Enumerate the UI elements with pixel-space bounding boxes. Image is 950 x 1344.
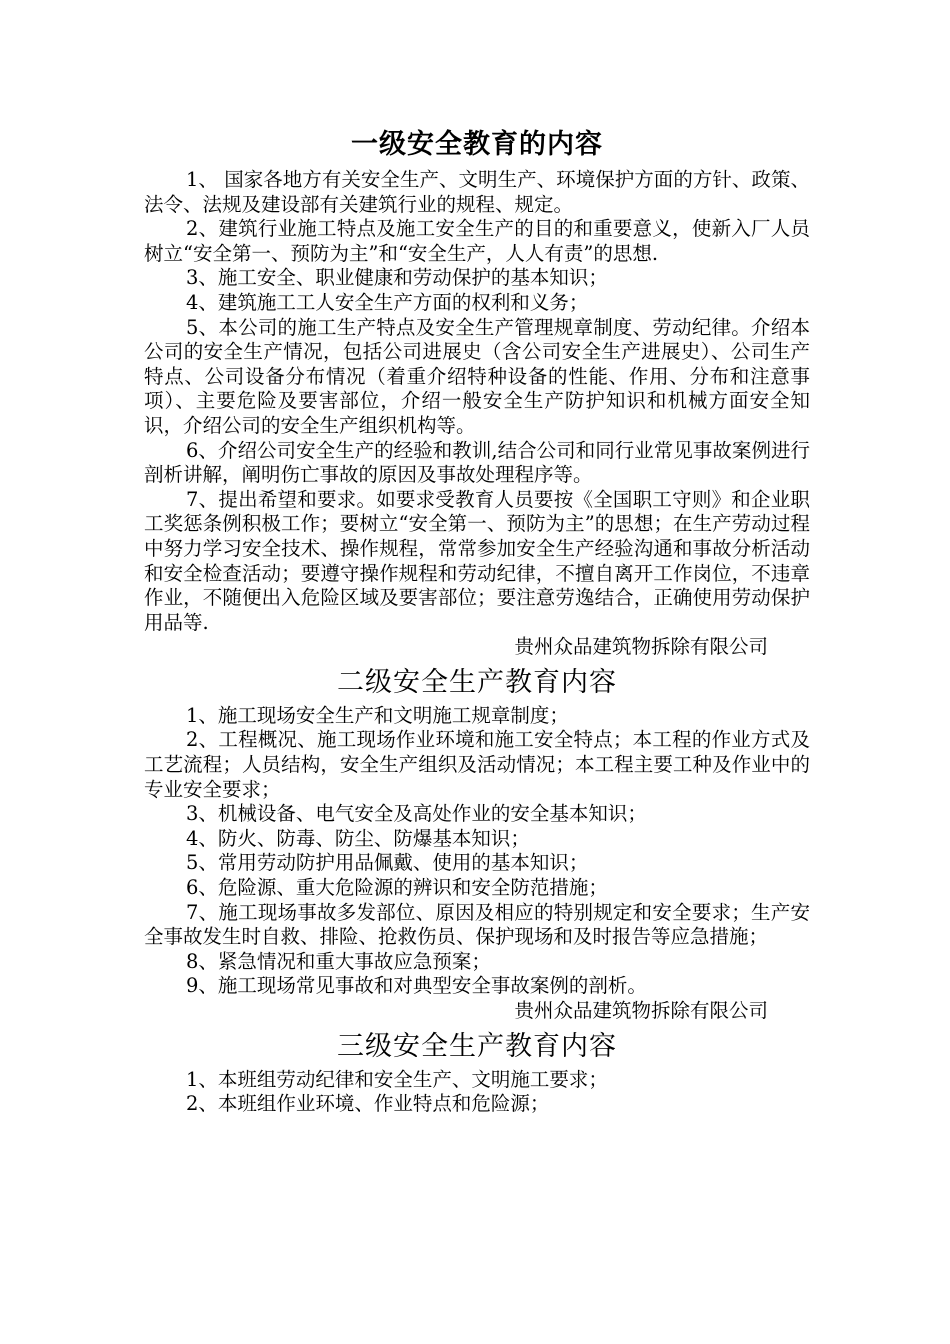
section2-item-8: 8、紧急情况和重大事故应急预案；: [186, 949, 491, 973]
section2-item-9: 9、施工现场常见事故和对典型安全事故案例的剖析。: [186, 974, 647, 998]
section2-item-2: 2、工程概况、施工现场作业环境和施工安全特点；本工程的作业方式及工艺流程；人员结构，安全生产组织及活动情况；本工程主要工种及作业中的专业安全要求；: [144, 728, 810, 801]
section2-item-6: 6、危险源、重大危险源的辨识和安全防范措施；: [186, 876, 608, 900]
section1-signature: 贵州众品建筑物拆除有限公司: [514, 635, 768, 659]
document-body: [144, 128, 810, 1117]
section1-item-4: 4、建筑施工工人安全生产方面的权利和义务；: [186, 290, 589, 314]
section2-item-7: 7、施工现场事故多发部位、原因及相应的特别规定和安全要求；生产安全事故发生时自救、排险、抢救伤员、保护现场和及时报告等应急措施；: [144, 900, 810, 949]
section2-title: 二级安全生产教育内容: [337, 666, 617, 698]
section2-item-4: 4、防火、防毒、防尘、防爆基本知识；: [186, 826, 530, 850]
section2-item-1: 1、施工现场安全生产和文明施工规章制度；: [186, 703, 569, 727]
section1-item-2: 2、建筑行业施工特点及施工安全生产的目的和重要意义，使新入厂人员树立“安全第一、预防为主”和“安全生产，人人有责”的思想.: [144, 217, 810, 265]
section2-item-3: 3、机械设备、电气安全及高处作业的安全基本知识；: [186, 802, 647, 826]
section1-item-5: 5、本公司的施工生产特点及安全生产管理规章制度、劳动纪律。介绍本公司的安全生产情况，包括公司进展史（含公司安全生产进展史）、公司生产特点、公司设备分布情况（着重介绍特种设备的性能、作用、分布和注意事项）、主要危险及要害部位，介绍一般安全生产防护知识和机械方面安全知识，介绍公司的安全生产组织机构等。: [144, 315, 810, 437]
section1-title: 一级安全教育的内容: [351, 129, 603, 160]
section1-item-3: 3、施工安全、职业健康和劳动保护的基本知识；: [186, 266, 608, 290]
section2-item-5: 5、常用劳动防护用品佩戴、使用的基本知识；: [186, 851, 589, 875]
section1-item-6: 6、介绍公司安全生产的经验和教训,结合公司和同行业常见事故案例进行剖析讲解，阐明伤亡事故的原因及事故处理程序等。: [144, 438, 810, 487]
section1-item-1: 1、 国家各地方有关安全生产、文明生产、环境保护方面的方针、政策、法令、法规及建设部有关建筑行业的规程、规定。: [144, 168, 810, 216]
section1-item-7: 7、提出希望和要求。如要求受教育人员要按《全国职工守则》和企业职工奖惩条例积极工作；要树立“安全第一、预防为主”的思想；在生产劳动过程中努力学习安全技术、操作规程，常常参加安全生产经验沟通和事故分析活动和安全检查活动；要遵守操作规程和劳动纪律，不擅自离开工作岗位，不违章作业，不随便出入危险区域及要害部位；要注意劳逸结合，正确使用劳动保护用品等.: [144, 487, 810, 634]
section3-item-1: 1、本班组劳动纪律和安全生产、文明施工要求；: [186, 1067, 608, 1091]
section3-title: 三级安全生产教育内容: [337, 1030, 617, 1062]
section3-item-2: 2、本班组作业环境、作业特点和危险源；: [186, 1092, 550, 1116]
section2-signature: 贵州众品建筑物拆除有限公司: [514, 999, 768, 1022]
